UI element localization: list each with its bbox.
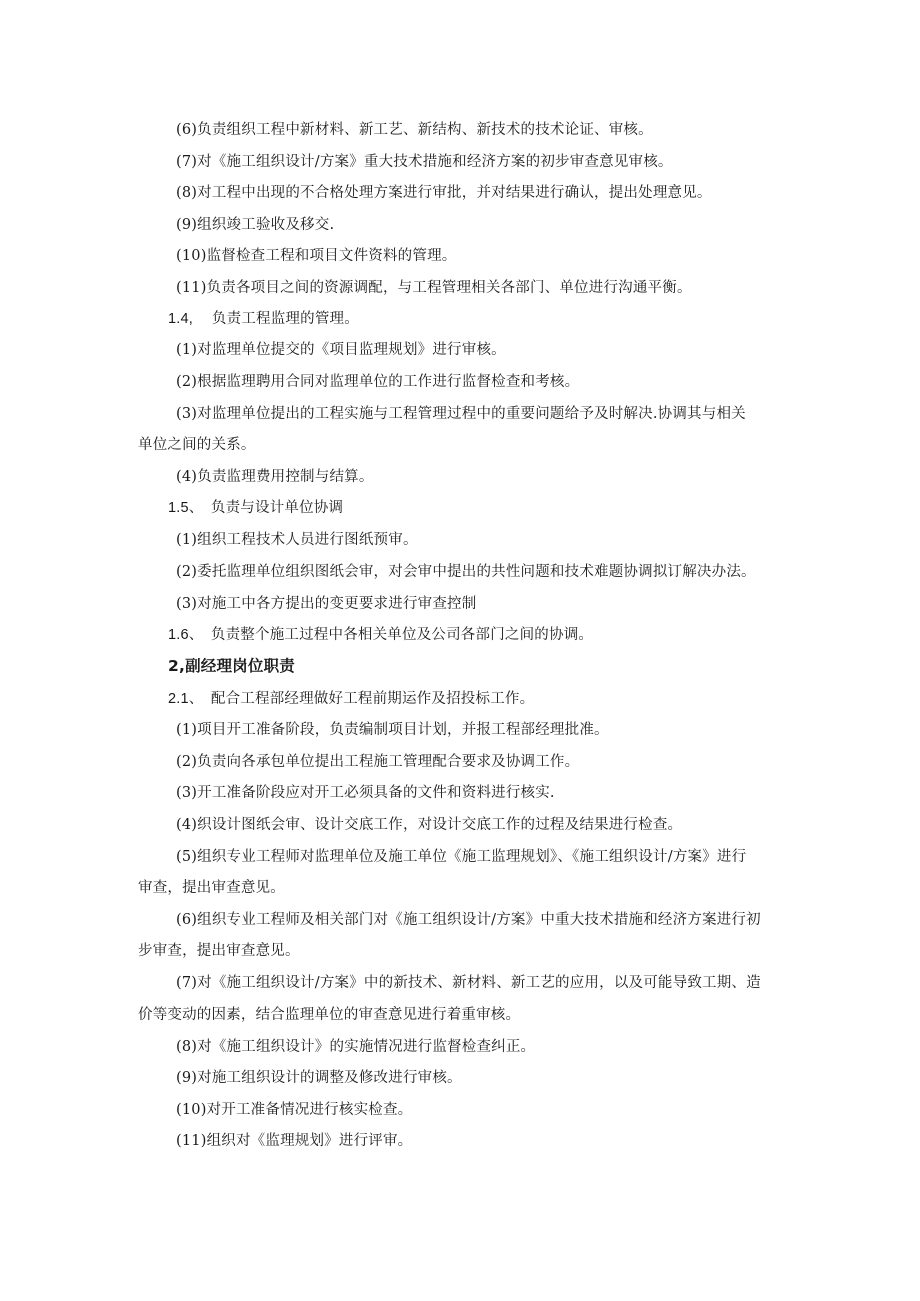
paragraph-line: (3)开工准备阶段应对开工必须具备的文件和资料进行核实. bbox=[176, 785, 555, 801]
paragraph-line: (1)组织工程技术人员进行图纸预审。 bbox=[176, 532, 418, 548]
paragraph-line: 价等变动的因素，结合监理单位的审查意见进行着重审核。 bbox=[138, 1007, 521, 1023]
paragraph-line: (4)负责监理费用控制与结算。 bbox=[176, 469, 374, 485]
paragraph-line: (3)对监理单位提出的工程实施与工程管理过程中的重要问题给予及时解决.协调其与相关 bbox=[176, 406, 746, 422]
paragraph-line: (2)根据监理聘用合同对监理单位的工作进行监督检查和考核。 bbox=[176, 374, 580, 390]
paragraph-line: (5)组织专业工程师对监理单位及施工单位《施工监理规划》、《施工组织设计/方案》进行 bbox=[176, 849, 747, 865]
paragraph-line: (1)对监理单位提交的《项目监理规划》进行审核。 bbox=[176, 342, 506, 358]
paragraph-line: (10)监督检查工程和项目文件资料的管理。 bbox=[176, 248, 457, 264]
paragraph-line: (9)对施工组织设计的调整及修改进行审核。 bbox=[176, 1070, 462, 1086]
paragraph-line: 步审查，提出审查意见。 bbox=[138, 943, 300, 959]
chapter-heading: 2,副经理岗位职责 bbox=[168, 657, 295, 675]
paragraph-line: (6)组织专业工程师及相关部门对《施工组织设计/方案》中重大技术措施和经济方案进行初 bbox=[176, 912, 761, 928]
paragraph-line: 单位之间的关系。 bbox=[138, 437, 256, 453]
section-heading: 2.1、 配合工程部经理做好工程前期运作及招投标工作。 bbox=[168, 691, 535, 707]
paragraph-line: (1)项目开工准备阶段，负责编制项目计划，并报工程部经理批准。 bbox=[176, 722, 609, 738]
paragraph-line: (8)对《施工组织设计》的实施情况进行监督检查纠正。 bbox=[176, 1039, 536, 1055]
section-heading: 1.5、 负责与设计单位协调 bbox=[168, 500, 344, 516]
paragraph-line: (11)负责各项目之间的资源调配，与工程管理相关各部门、单位进行沟通平衡。 bbox=[176, 280, 692, 296]
paragraph-line: (7)对《施工组织设计/方案》中的新技术、新材料、新工艺的应用，以及可能导致工期、造 bbox=[176, 975, 761, 991]
section-heading: 1.4, 负责工程监理的管理。 bbox=[168, 311, 359, 327]
paragraph-line: (2)负责向各承包单位提出工程施工管理配合要求及协调工作。 bbox=[176, 754, 580, 770]
paragraph-line: (10)对开工准备情况进行核实检查。 bbox=[176, 1102, 413, 1118]
paragraph-line: (9)组织竣工验收及移交. bbox=[176, 217, 335, 233]
paragraph-line: 审查，提出审查意见。 bbox=[138, 880, 285, 896]
paragraph-line: (2)委托监理单位组织图纸会审，对会审中提出的共性问题和技术难题协调拟订解决办法。 bbox=[176, 564, 756, 580]
paragraph-line: (4)织设计图纸会审、设计交底工作，对设计交底工作的过程及结果进行检查。 bbox=[176, 817, 683, 833]
paragraph-line: (6)负责组织工程中新材料、新工艺、新结构、新技术的技术论证、审核。 bbox=[176, 122, 653, 138]
paragraph-line: (11)组织对《监理规划》进行评审。 bbox=[176, 1133, 413, 1149]
section-heading: 1.6、 负责整个施工过程中各相关单位及公司各部门之间的协调。 bbox=[168, 627, 594, 643]
paragraph-line: (7)对《施工组织设计/方案》重大技术措施和经济方案的初步审查意见审核。 bbox=[176, 154, 673, 170]
paragraph-line: (3)对施工中各方提出的变更要求进行审查控制 bbox=[176, 596, 477, 612]
paragraph-line: (8)对工程中出现的不合格处理方案进行审批，并对结果进行确认，提出处理意见。 bbox=[176, 185, 712, 201]
